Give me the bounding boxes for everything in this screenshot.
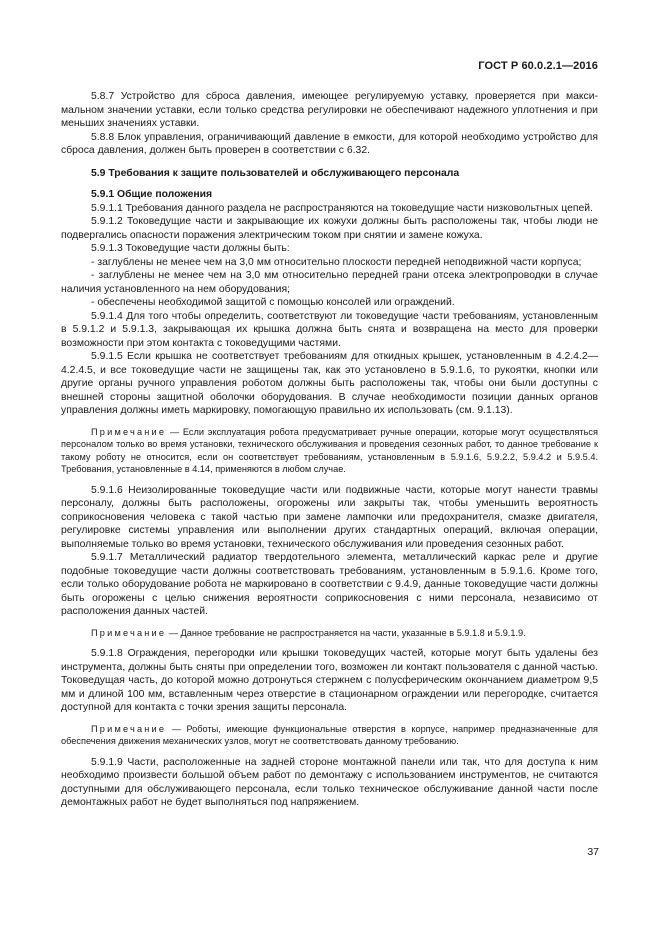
- clause-5-9-1-1: 5.9.1.1 Требования данного раздела не распространяются на токоведущие части низковольтных цепей.: [91, 202, 593, 214]
- clause-5-9-1-5: 5.9.1.5 Если крышка не соответствует требованиям для откидных крышек, установленным в 4.2.4.2—4.2.4.5, и все токоведущие части не защищены так, как это установлено в 5.9.1.6, то рукоятки, кнопки или другие органы ручного управления роботом должны быть расположены так, чтобы они были доступны с внешней стороны защитной оболочки оборудования. В случае необходимости позиции данных органов управления должны иметь маркировку, помогающую правильно их использовать (см. 9.1.13).: [61, 351, 598, 416]
- page-body: [61, 90, 598, 810]
- clause-5-9-1-8: 5.9.1.8 Ограждения, перегородки или крышки токоведущих частей, которые могут быть удалены без инструмента, должны быть сняты при определении того, возможен ли контакт пользователя с данной частью. Токоведущая часть, до которой можно дотронуться стержнем с полусферическим окончанием диаметром 9,5 мм и длиной 100 мм, вставленным через отверстие в стационарном ограждении или перегородке, считается доступной для контакта с точки зрения защиты персонала.: [61, 648, 598, 713]
- note-text: Если эксплуатация робота предусматривает ручные операции, которые могут осуществляться персоналом только во время установки, технического обслуживания и проведения сезонных работ, то данное требование к такому роботу не относится, если он соответствует требованиям, установленным в 5.9.1.6, 5.9.2.2, 5.9.4.2 и 5.9.5.4. Требования, установленные в 4.14, применяются в любом случае.: [61, 426, 598, 474]
- clause-5-8-7: 5.8.7 Устройство для сброса давления, имеющее регулируемую уставку, проверяется при максимальном значении уставки, если только средства регулировки не обеспечивают надежного уплотнения и при меньших значениях уставки.: [61, 91, 598, 129]
- clause-5-9-1-4: 5.9.1.4 Для того чтобы определить, соответствуют ли токоведущие части требованиям, установленным в 5.9.1.2 и 5.9.1.3, закрывающая их крышка должна быть снята и возвращена на место для проверки возможности при этом контакта с токоведущими частями.: [61, 310, 598, 349]
- note-label: Примечание: [91, 426, 167, 437]
- document-header: ГОСТ Р 60.0.2.1—2016: [478, 60, 598, 72]
- note-2: Примечание — Данное требование не распространяется на части, указанные в 5.9.1.8 и 5.9.1.9.: [91, 627, 526, 638]
- note-label: Примечание: [91, 723, 167, 734]
- note-1: Примечание — Если эксплуатация робота предусматривает ручные операции, которые могут осуществляться персоналом только во время установки, технического обслуживания и проведения сезонных работ, то данное требование к такому роботу не относится, если он соответствует требованиям, установленным в 5.9.1.6, 5.9.2.2, 5.9.4.2 и 5.9.5.4. Требования, установленные в 4.14, применяются в любом случае.: [61, 426, 598, 474]
- clause-5-8-8: 5.8.8 Блок управления, ограничивающий давление в емкости, для которой необходимо устройство для сброса давления, должен быть проверен в соответствии с 6.32.: [61, 131, 598, 156]
- clause-5-9-1-3: 5.9.1.3 Токоведущие части должны быть:: [91, 243, 290, 254]
- clause-5-9-1-2: 5.9.1.2 Токоведущие части и закрывающие их кожухи должны быть расположены так, чтобы люди не подвергались опасности поражения электрическим током при снятии и замене кожуха.: [61, 216, 598, 241]
- list-item: - заглублены не менее чем на 3,0 мм относительно плоскости передней неподвижной части корпуса;: [91, 256, 582, 268]
- clause-5-9-1-7: 5.9.1.7 Металлический радиатор твердотельного элемента, металлический каркас реле и другие подобные токоведущие части должны соответствовать требованиям, установленным в 5.9.1.6. Кроме того, если только оборудование робота не маркировано в соответствии с 9.4.9, данные токоведущие части должны быть огорожены с целью снижения вероятности соприкосновения с ними персонала, независимо от расположения данных частей.: [61, 552, 598, 617]
- subsection-heading-5-9-1: 5.9.1 Общие положения: [91, 189, 213, 200]
- clause-5-9-1-9: 5.9.1.9 Части, расположенные на задней стороне монтажной панели или так, что для доступа к ним необходимо произвести большой объем работ по демонтажу с использованием инструментов, не считаются доступными для обслуживающего персонала, если только техническое обслуживание данной части после демонтажных работ не будет выполняться под напряжением.: [61, 756, 598, 808]
- list-item: - заглублены не менее чем на 3,0 мм относительно передней грани отсека электропроводки в случае наличия установленного на нем оборудования;: [61, 270, 598, 295]
- note-label: Примечание: [91, 627, 167, 638]
- clause-5-9-1-6: 5.9.1.6 Неизолированные токоведущие части или подвижные части, которые могут нанести травмы персоналу, должны быть расположены, огорожены или закрыты так, чтобы уменьшить вероятность соприкосновения человека с такой частью при замене лампочки или предохранителя, смазке двигателя, регулировке системы управления или выполнении других стандартных операций, включая операции, выполняемые только во время установки, технического обслуживания или проведения сезонных работ.: [61, 484, 598, 550]
- list-item: - обеспечены необходимой защитой с помощью консолей или ограждений.: [91, 297, 455, 308]
- note-text: Роботы, имеющие функциональные отверстия в корпусе, например предназначенные для обеспечения движения механических узлов, могут не соответствовать данному требованию.: [61, 723, 598, 746]
- note-3: Примечание — Роботы, имеющие функциональные отверстия в корпусе, например предназначенные для обеспечения движения механических узлов, могут не соответствовать данному требованию.: [61, 723, 598, 746]
- section-heading-5-9: 5.9 Требования к защите пользователей и обслуживающего персонала: [91, 167, 460, 179]
- page-number: 37: [587, 846, 599, 858]
- note-text: Данное требование не распространяется на части, указанные в 5.9.1.8 и 5.9.1.9.: [180, 627, 526, 638]
